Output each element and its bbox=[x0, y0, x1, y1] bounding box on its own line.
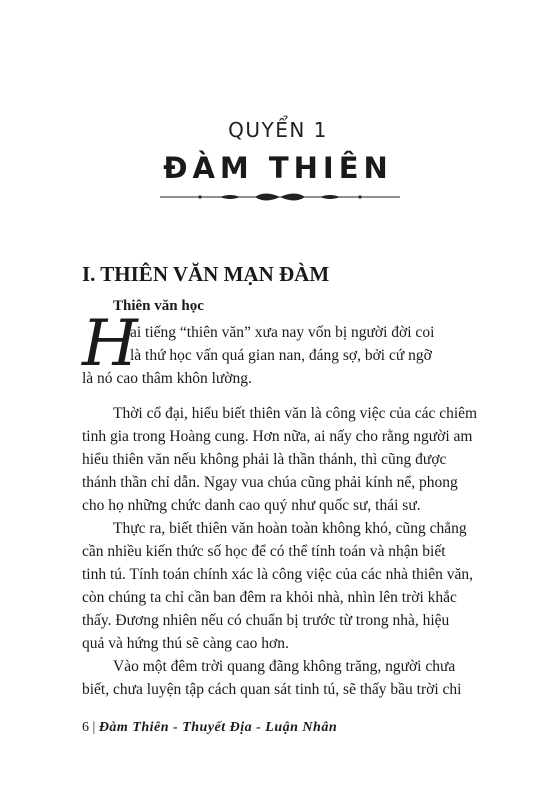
drop-cap-letter: H bbox=[82, 307, 138, 381]
dropcap-paragraph-line: ai tiếng “thiên văn” xưa nay vốn bị người đời coi bbox=[130, 324, 435, 341]
body-paragraph bbox=[82, 517, 482, 655]
paragraph-line: Thời cổ đại, hiểu biết thiên văn là công việc của các chiêm bbox=[113, 405, 478, 422]
paragraph-line: hiểu thiên văn nếu không phải là thần thánh, thì cũng được bbox=[82, 451, 447, 468]
paragraph-line: quả và hứng thú sẽ càng cao hơn. bbox=[82, 635, 289, 652]
paragraph-line: còn chúng ta chỉ cần ban đêm ra khỏi nhà, nhìn lên trời khắc bbox=[82, 589, 457, 606]
page-footer bbox=[82, 720, 337, 736]
section-heading: I. THIÊN VĂN MẠN ĐÀM bbox=[82, 262, 330, 286]
book-label: QUYỂN 1 bbox=[228, 118, 328, 142]
paragraph-line: biết, chưa luyện tập cách quan sát tinh tú, sẽ thấy bầu trời chi bbox=[82, 681, 462, 698]
footer-separator: | bbox=[92, 720, 96, 735]
paragraph-line: tinh gia trong Hoàng cung. Hơn nữa, ai nấy cho rằng người am bbox=[82, 428, 473, 445]
body-paragraph bbox=[82, 655, 482, 701]
paragraph-line: tinh tú. Tính toán chính xác là công việc của các nhà thiên văn, bbox=[82, 566, 473, 583]
footer-book-title: Đàm Thiên - Thuyết Địa - Luận Nhân bbox=[98, 720, 338, 735]
dropcap-paragraph-line: là nó cao thâm khôn lường. bbox=[82, 370, 252, 387]
subheading: Thiên văn học bbox=[113, 298, 204, 314]
paragraph-line: cần nhiều kiến thức số học để có thể tính toán và nhận biết bbox=[82, 543, 446, 560]
chapter-title: ĐÀM THIÊN bbox=[163, 151, 393, 185]
body-paragraph bbox=[82, 402, 482, 517]
paragraph-line: thấy. Đương nhiên nếu có chuẩn bị trước từ trong nhà, hiệu bbox=[82, 612, 450, 629]
paragraph-line: cho họ những chức danh cao quý như quốc sư, thái sư. bbox=[82, 497, 421, 514]
page-number: 6 bbox=[82, 720, 89, 735]
paragraph-line: Thực ra, biết thiên văn hoàn toàn không khó, cũng chẳng bbox=[113, 520, 467, 537]
paragraph-line: thánh thần chỉ dẫn. Ngay vua chúa cũng phải kính nể, phong bbox=[82, 474, 458, 491]
title-ornament-divider bbox=[160, 190, 400, 204]
paragraph-line: Vào một đêm trời quang đãng không trăng, người chưa bbox=[113, 658, 456, 675]
dropcap-paragraph-line: là thứ học vấn quá gian nan, đáng sợ, bởi cứ ngỡ bbox=[130, 347, 432, 364]
